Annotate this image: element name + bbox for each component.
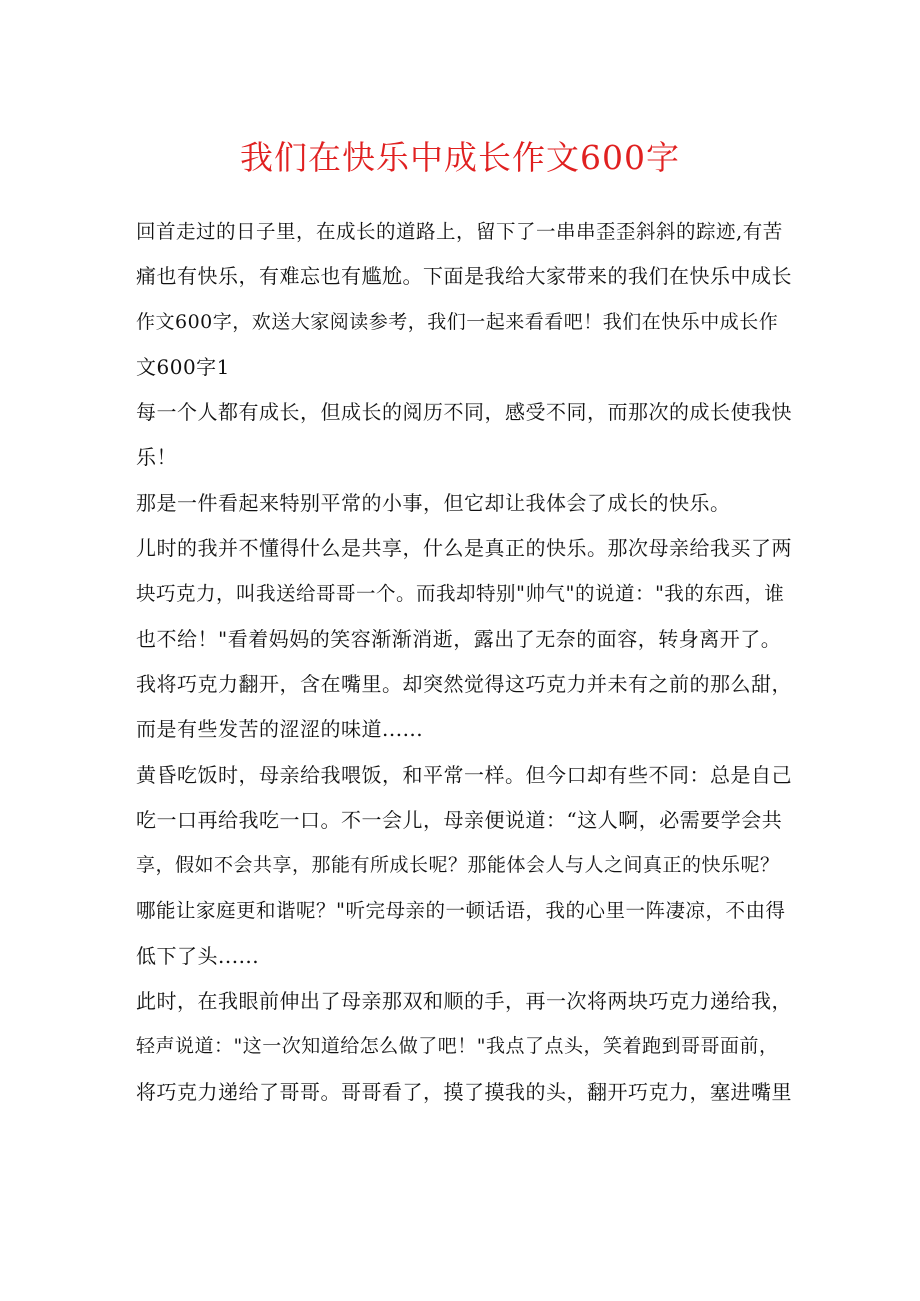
document-title: 我们在快乐中成长作文600字 xyxy=(240,138,680,177)
text-line: 那是一件看起来特别平常的小事，但它却让我体会了成长的快乐。 xyxy=(136,490,731,515)
text-line: 回首走过的日子里，在成长的道路上，留下了一串串歪歪斜斜的踪迹,有苦 xyxy=(136,220,783,243)
text-line: 轻声说道："这一次知道给怎么做了吧！"我点了点头，笑着跑到哥哥面前， xyxy=(136,1035,779,1058)
text-line: 哪能让家庭更和谐呢？"听完母亲的一顿话语，我的心里一阵凄凉，不由得 xyxy=(136,899,786,923)
text-line: 每一个人都有成长，但成长的阅历不同，感受不同，而那次的成长使我快 xyxy=(136,400,792,425)
text-line: 痛也有快乐，有难忘也有尴尬。下面是我给大家带来的我们在快乐中成长 xyxy=(136,264,792,289)
text-line: 块巧克力，叫我送给哥哥一个。而我却特别"帅气"的说道："我的东西，谁 xyxy=(136,582,785,606)
text-line: 我将巧克力翻开，含在嘴里。却突然觉得这巧克力并未有之前的那么甜， xyxy=(136,671,792,696)
text-line: 作文600字，欢送大家阅读参考，我们一起来看看吧！我们在快乐中成长作 xyxy=(136,310,779,333)
text-line: 享，假如不会共享，那能有所成长呢？那能体会人与人之间真正的快乐呢？ xyxy=(136,854,780,877)
text-line: 低下了头...... xyxy=(136,943,260,968)
document-body xyxy=(136,209,792,1115)
text-line: 黄昏吃饭时，母亲给我喂饭，和平常一样。但今口却有些不同：总是自己 xyxy=(136,762,792,787)
text-line: 吃一口再给我吃一口。不一会儿，母亲便说道：“这人啊，必需要学会共 xyxy=(136,807,783,832)
text-line: 而是有些发苦的涩涩的味道...... xyxy=(136,717,424,742)
text-line: 将巧克力递给了哥哥。哥哥看了，摸了摸我的头，翻开巧克力，塞进嘴里 xyxy=(136,1079,792,1104)
text-line: 文600字1 xyxy=(136,354,230,379)
text-line: 儿时的我并不懂得什么是共享，什么是真正的快乐。那次母亲给我买了两 xyxy=(136,536,792,561)
text-line: 也不给！"看着妈妈的笑容渐渐消逝，露出了无奈的面容，转身离开了。 xyxy=(136,626,782,651)
text-line: 此时，在我眼前伸出了母亲那双和顺的手，再一次将两块巧克力递给我， xyxy=(136,989,792,1014)
text-line: 乐！ xyxy=(136,445,177,470)
